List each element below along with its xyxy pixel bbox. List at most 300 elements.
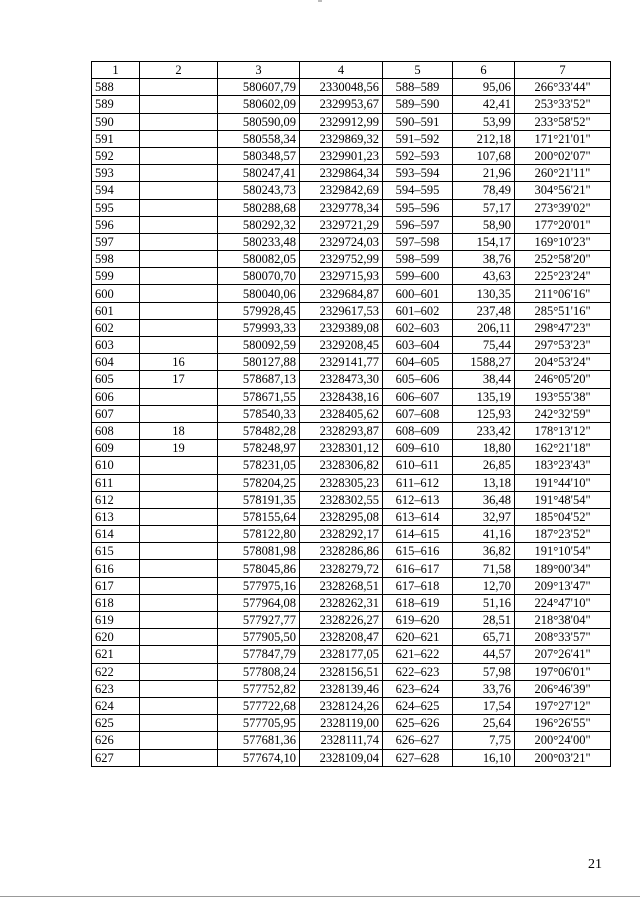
coordinate-x-cell: 578231,05 (218, 457, 300, 474)
column-header: 3 (218, 62, 300, 79)
coordinate-y-cell: 2329721,29 (300, 216, 383, 233)
distance-cell: 95,06 (453, 79, 515, 96)
coordinate-y-cell: 2329724,03 (300, 233, 383, 250)
coordinate-x-cell: 578248,97 (218, 440, 300, 457)
boundary-point-cell (140, 199, 218, 216)
boundary-point-cell (140, 680, 218, 697)
segment-cell: 617–618 (383, 577, 453, 594)
table-row (92, 560, 611, 577)
table-row (92, 79, 611, 96)
point-number-cell: 601 (92, 302, 140, 319)
point-number-cell: 593 (92, 165, 140, 182)
table-row (92, 113, 611, 130)
boundary-point-cell (140, 165, 218, 182)
distance-cell: 212,18 (453, 130, 515, 147)
table-row (92, 440, 611, 457)
coordinate-y-cell: 2329389,08 (300, 319, 383, 336)
coordinate-x-cell: 577681,36 (218, 732, 300, 749)
table-row (92, 629, 611, 646)
bearing-cell: 207°26'41" (515, 646, 611, 663)
boundary-point-cell (140, 663, 218, 680)
distance-cell: 1588,27 (453, 354, 515, 371)
boundary-point-cell (140, 233, 218, 250)
distance-cell: 28,51 (453, 612, 515, 629)
segment-cell: 594–595 (383, 182, 453, 199)
coordinate-x-cell: 578687,13 (218, 371, 300, 388)
boundary-point-cell: 17 (140, 371, 218, 388)
boundary-point-cell (140, 285, 218, 302)
segment-cell: 600–601 (383, 285, 453, 302)
segment-cell: 604–605 (383, 354, 453, 371)
segment-cell: 620–621 (383, 629, 453, 646)
coordinate-y-cell: 2329864,34 (300, 165, 383, 182)
bearing-cell: 169°10'23" (515, 233, 611, 250)
boundary-point-cell (140, 388, 218, 405)
point-number-cell: 607 (92, 405, 140, 422)
coordinate-x-cell: 578204,25 (218, 474, 300, 491)
point-number-cell: 603 (92, 337, 140, 354)
table-header-row (92, 62, 611, 79)
distance-cell: 21,96 (453, 165, 515, 182)
bearing-cell: 191°44'10" (515, 474, 611, 491)
table-row (92, 199, 611, 216)
segment-cell: 596–597 (383, 216, 453, 233)
point-number-cell: 612 (92, 491, 140, 508)
coordinate-y-cell: 2328286,86 (300, 543, 383, 560)
column-header: 7 (515, 62, 611, 79)
point-number-cell: 599 (92, 268, 140, 285)
table-row (92, 474, 611, 491)
point-number-cell: 619 (92, 612, 140, 629)
distance-cell: 57,98 (453, 663, 515, 680)
boundary-point-cell (140, 560, 218, 577)
segment-cell: 621–622 (383, 646, 453, 663)
coordinate-y-cell: 2329869,32 (300, 130, 383, 147)
boundary-point-cell (140, 732, 218, 749)
point-number-cell: 627 (92, 749, 140, 766)
segment-cell: 616–617 (383, 560, 453, 577)
distance-cell: 53,99 (453, 113, 515, 130)
bearing-cell: 246°05'20" (515, 371, 611, 388)
distance-cell: 36,48 (453, 491, 515, 508)
point-number-cell: 611 (92, 474, 140, 491)
coordinate-y-cell: 2328177,05 (300, 646, 383, 663)
coordinate-x-cell: 580233,48 (218, 233, 300, 250)
column-header: 6 (453, 62, 515, 79)
distance-cell: 38,44 (453, 371, 515, 388)
table-row (92, 526, 611, 543)
distance-cell: 107,68 (453, 147, 515, 164)
table-row (92, 612, 611, 629)
distance-cell: 12,70 (453, 577, 515, 594)
point-number-cell: 596 (92, 216, 140, 233)
table-row (92, 130, 611, 147)
bearing-cell: 200°24'00" (515, 732, 611, 749)
bearing-cell: 191°48'54" (515, 491, 611, 508)
bearing-cell: 189°00'34" (515, 560, 611, 577)
coordinate-x-cell: 580558,34 (218, 130, 300, 147)
point-number-cell: 610 (92, 457, 140, 474)
bearing-cell: 233°58'52" (515, 113, 611, 130)
coordinate-x-cell: 578081,98 (218, 543, 300, 560)
point-number-cell: 617 (92, 577, 140, 594)
coordinate-x-cell: 577808,24 (218, 663, 300, 680)
bearing-cell: 242°32'59" (515, 405, 611, 422)
coordinate-x-cell: 577847,79 (218, 646, 300, 663)
segment-cell: 625–626 (383, 715, 453, 732)
coordinate-x-cell: 580070,70 (218, 268, 300, 285)
distance-cell: 233,42 (453, 422, 515, 439)
bearing-cell: 200°02'07" (515, 147, 611, 164)
table-row (92, 337, 611, 354)
coordinate-y-cell: 2328473,30 (300, 371, 383, 388)
coordinate-x-cell: 577752,82 (218, 680, 300, 697)
segment-cell: 593–594 (383, 165, 453, 182)
distance-cell: 42,41 (453, 96, 515, 113)
column-header: 2 (140, 62, 218, 79)
point-number-cell: 623 (92, 680, 140, 697)
boundary-point-cell (140, 113, 218, 130)
table-row (92, 147, 611, 164)
coordinate-x-cell: 580288,68 (218, 199, 300, 216)
point-number-cell: 606 (92, 388, 140, 405)
point-number-cell: 618 (92, 594, 140, 611)
footer-rule (0, 896, 640, 897)
coordinate-x-cell: 580247,41 (218, 165, 300, 182)
point-number-cell: 604 (92, 354, 140, 371)
coordinate-y-cell: 2328124,26 (300, 697, 383, 714)
segment-cell: 602–603 (383, 319, 453, 336)
distance-cell: 58,90 (453, 216, 515, 233)
segment-cell: 590–591 (383, 113, 453, 130)
point-number-cell: 622 (92, 663, 140, 680)
distance-cell: 75,44 (453, 337, 515, 354)
coordinate-x-cell: 577905,50 (218, 629, 300, 646)
distance-cell: 130,35 (453, 285, 515, 302)
bearing-cell: 204°53'24" (515, 354, 611, 371)
point-number-cell: 613 (92, 508, 140, 525)
coordinate-y-cell: 2328293,87 (300, 422, 383, 439)
coordinate-y-cell: 2329778,34 (300, 199, 383, 216)
table-row (92, 233, 611, 250)
coordinate-y-cell: 2329208,45 (300, 337, 383, 354)
boundary-point-cell (140, 543, 218, 560)
distance-cell: 57,17 (453, 199, 515, 216)
coordinate-y-cell: 2328139,46 (300, 680, 383, 697)
segment-cell: 615–616 (383, 543, 453, 560)
segment-cell: 626–627 (383, 732, 453, 749)
table-row (92, 165, 611, 182)
boundary-point-cell (140, 457, 218, 474)
boundary-point-cell (140, 715, 218, 732)
bearing-cell: 252°58'20" (515, 251, 611, 268)
bearing-cell: 273°39'02" (515, 199, 611, 216)
table-row (92, 680, 611, 697)
point-number-cell: 590 (92, 113, 140, 130)
coordinate-y-cell: 2329912,99 (300, 113, 383, 130)
boundary-point-cell (140, 337, 218, 354)
boundary-point-cell: 19 (140, 440, 218, 457)
segment-cell: 608–609 (383, 422, 453, 439)
point-number-cell: 621 (92, 646, 140, 663)
point-number-cell: 589 (92, 96, 140, 113)
coordinate-x-cell: 580590,09 (218, 113, 300, 130)
segment-cell: 614–615 (383, 526, 453, 543)
segment-cell: 612–613 (383, 491, 453, 508)
coordinate-y-cell: 2328302,55 (300, 491, 383, 508)
coordinate-y-cell: 2328279,72 (300, 560, 383, 577)
distance-cell: 18,80 (453, 440, 515, 457)
table-row (92, 594, 611, 611)
coordinate-y-cell: 2328405,62 (300, 405, 383, 422)
point-number-cell: 602 (92, 319, 140, 336)
table-row (92, 646, 611, 663)
table-row (92, 354, 611, 371)
distance-cell: 25,64 (453, 715, 515, 732)
page-number: 21 (588, 857, 602, 872)
point-number-cell: 608 (92, 422, 140, 439)
segment-cell: 588–589 (383, 79, 453, 96)
coordinate-x-cell: 580082,05 (218, 251, 300, 268)
coordinate-x-cell: 580243,73 (218, 182, 300, 199)
point-number-cell: 598 (92, 251, 140, 268)
bearing-cell: 196°26'55" (515, 715, 611, 732)
bearing-cell: 285°51'16" (515, 302, 611, 319)
segment-cell: 618–619 (383, 594, 453, 611)
point-number-cell: 620 (92, 629, 140, 646)
table-row (92, 577, 611, 594)
bearing-cell: 206°46'39" (515, 680, 611, 697)
bearing-cell: 266°33'44" (515, 79, 611, 96)
bearing-cell: 183°23'43" (515, 457, 611, 474)
segment-cell: 619–620 (383, 612, 453, 629)
segment-cell: 606–607 (383, 388, 453, 405)
bearing-cell: 297°53'23" (515, 337, 611, 354)
table-row (92, 251, 611, 268)
table-row (92, 182, 611, 199)
boundary-point-cell (140, 697, 218, 714)
point-number-cell: 615 (92, 543, 140, 560)
boundary-point-cell (140, 577, 218, 594)
segment-cell: 611–612 (383, 474, 453, 491)
coordinate-x-cell: 578482,28 (218, 422, 300, 439)
coordinate-y-cell: 2329684,87 (300, 285, 383, 302)
segment-cell: 610–611 (383, 457, 453, 474)
boundary-point-cell (140, 474, 218, 491)
boundary-point-cell (140, 216, 218, 233)
coordinate-x-cell: 577964,08 (218, 594, 300, 611)
coordinate-y-cell: 2329842,69 (300, 182, 383, 199)
bearing-cell: 298°47'23" (515, 319, 611, 336)
coordinate-y-cell: 2328111,74 (300, 732, 383, 749)
distance-cell: 51,16 (453, 594, 515, 611)
bearing-cell: 224°47'10" (515, 594, 611, 611)
boundary-point-cell (140, 491, 218, 508)
distance-cell: 206,11 (453, 319, 515, 336)
bearing-cell: 162°21'18" (515, 440, 611, 457)
coordinate-x-cell: 579993,33 (218, 319, 300, 336)
table-row (92, 663, 611, 680)
boundary-point-cell: 16 (140, 354, 218, 371)
bearing-cell: 177°20'01" (515, 216, 611, 233)
distance-cell: 16,10 (453, 749, 515, 766)
coordinate-x-cell: 578045,86 (218, 560, 300, 577)
coordinate-x-cell: 577975,16 (218, 577, 300, 594)
distance-cell: 41,16 (453, 526, 515, 543)
coordinate-x-cell: 580348,57 (218, 147, 300, 164)
table-row (92, 491, 611, 508)
coordinate-x-cell: 578191,35 (218, 491, 300, 508)
table-row (92, 319, 611, 336)
table-row (92, 732, 611, 749)
table-row (92, 405, 611, 422)
distance-cell: 154,17 (453, 233, 515, 250)
point-number-cell: 605 (92, 371, 140, 388)
coordinate-y-cell: 2329752,99 (300, 251, 383, 268)
bearing-cell: 218°38'04" (515, 612, 611, 629)
coordinates-table (91, 61, 611, 767)
boundary-point-cell (140, 182, 218, 199)
distance-cell: 78,49 (453, 182, 515, 199)
bearing-cell: 178°13'12" (515, 422, 611, 439)
segment-cell: 591–592 (383, 130, 453, 147)
top-scan-mark (318, 0, 322, 2)
coordinate-y-cell: 2328438,16 (300, 388, 383, 405)
point-number-cell: 591 (92, 130, 140, 147)
distance-cell: 17,54 (453, 697, 515, 714)
distance-cell: 237,48 (453, 302, 515, 319)
coordinate-y-cell: 2328268,51 (300, 577, 383, 594)
coordinate-y-cell: 2328292,17 (300, 526, 383, 543)
table-row (92, 216, 611, 233)
distance-cell: 33,76 (453, 680, 515, 697)
coordinate-x-cell: 580607,79 (218, 79, 300, 96)
boundary-point-cell (140, 147, 218, 164)
coordinate-y-cell: 2328109,04 (300, 749, 383, 766)
coordinate-y-cell: 2328226,27 (300, 612, 383, 629)
table-row (92, 302, 611, 319)
bearing-cell: 200°03'21" (515, 749, 611, 766)
table-row (92, 543, 611, 560)
coordinate-x-cell: 578671,55 (218, 388, 300, 405)
coordinate-x-cell: 577705,95 (218, 715, 300, 732)
segment-cell: 598–599 (383, 251, 453, 268)
coordinate-y-cell: 2330048,56 (300, 79, 383, 96)
bearing-cell: 191°10'54" (515, 543, 611, 560)
boundary-point-cell (140, 594, 218, 611)
point-number-cell: 624 (92, 697, 140, 714)
point-number-cell: 614 (92, 526, 140, 543)
segment-cell: 599–600 (383, 268, 453, 285)
coordinate-y-cell: 2329953,67 (300, 96, 383, 113)
table-row (92, 697, 611, 714)
point-number-cell: 592 (92, 147, 140, 164)
distance-cell: 44,57 (453, 646, 515, 663)
boundary-point-cell (140, 302, 218, 319)
boundary-point-cell (140, 646, 218, 663)
point-number-cell: 594 (92, 182, 140, 199)
table-row (92, 268, 611, 285)
segment-cell: 623–624 (383, 680, 453, 697)
bearing-cell: 260°21'11" (515, 165, 611, 182)
table-row (92, 715, 611, 732)
distance-cell: 32,97 (453, 508, 515, 525)
bearing-cell: 197°06'01" (515, 663, 611, 680)
distance-cell: 125,93 (453, 405, 515, 422)
segment-cell: 601–602 (383, 302, 453, 319)
distance-cell: 26,85 (453, 457, 515, 474)
point-number-cell: 625 (92, 715, 140, 732)
coordinate-y-cell: 2328262,31 (300, 594, 383, 611)
boundary-point-cell (140, 508, 218, 525)
boundary-point-cell (140, 79, 218, 96)
segment-cell: 592–593 (383, 147, 453, 164)
boundary-point-cell (140, 612, 218, 629)
coordinate-y-cell: 2329901,23 (300, 147, 383, 164)
coordinate-x-cell: 578540,33 (218, 405, 300, 422)
boundary-point-cell (140, 749, 218, 766)
coordinate-y-cell: 2328156,51 (300, 663, 383, 680)
coordinate-x-cell: 580602,09 (218, 96, 300, 113)
segment-cell: 595–596 (383, 199, 453, 216)
point-number-cell: 626 (92, 732, 140, 749)
point-number-cell: 600 (92, 285, 140, 302)
segment-cell: 607–608 (383, 405, 453, 422)
table-row (92, 96, 611, 113)
column-header: 5 (383, 62, 453, 79)
coordinate-x-cell: 577722,68 (218, 697, 300, 714)
bearing-cell: 253°33'52" (515, 96, 611, 113)
coordinate-x-cell: 580092,59 (218, 337, 300, 354)
boundary-point-cell (140, 629, 218, 646)
column-header: 1 (92, 62, 140, 79)
table-body (92, 79, 611, 767)
coordinate-x-cell: 580127,88 (218, 354, 300, 371)
coordinate-y-cell: 2328305,23 (300, 474, 383, 491)
coordinate-y-cell: 2328119,00 (300, 715, 383, 732)
coordinate-x-cell: 577674,10 (218, 749, 300, 766)
boundary-point-cell (140, 526, 218, 543)
coordinate-x-cell: 579928,45 (218, 302, 300, 319)
point-number-cell: 609 (92, 440, 140, 457)
bearing-cell: 304°56'21" (515, 182, 611, 199)
point-number-cell: 595 (92, 199, 140, 216)
segment-cell: 624–625 (383, 697, 453, 714)
point-number-cell: 616 (92, 560, 140, 577)
column-header: 4 (300, 62, 383, 79)
boundary-point-cell (140, 268, 218, 285)
bearing-cell: 209°13'47" (515, 577, 611, 594)
table-row (92, 388, 611, 405)
segment-cell: 613–614 (383, 508, 453, 525)
bearing-cell: 197°27'12" (515, 697, 611, 714)
segment-cell: 622–623 (383, 663, 453, 680)
bearing-cell: 208°33'57" (515, 629, 611, 646)
bearing-cell: 187°23'52" (515, 526, 611, 543)
table-row (92, 749, 611, 766)
coordinate-y-cell: 2329617,53 (300, 302, 383, 319)
segment-cell: 609–610 (383, 440, 453, 457)
table-row (92, 508, 611, 525)
distance-cell: 36,82 (453, 543, 515, 560)
coordinate-y-cell: 2329141,77 (300, 354, 383, 371)
bearing-cell: 225°23'24" (515, 268, 611, 285)
coordinate-x-cell: 577927,77 (218, 612, 300, 629)
coordinate-y-cell: 2328295,08 (300, 508, 383, 525)
table-row (92, 371, 611, 388)
coordinate-x-cell: 580292,32 (218, 216, 300, 233)
coordinate-y-cell: 2328301,12 (300, 440, 383, 457)
